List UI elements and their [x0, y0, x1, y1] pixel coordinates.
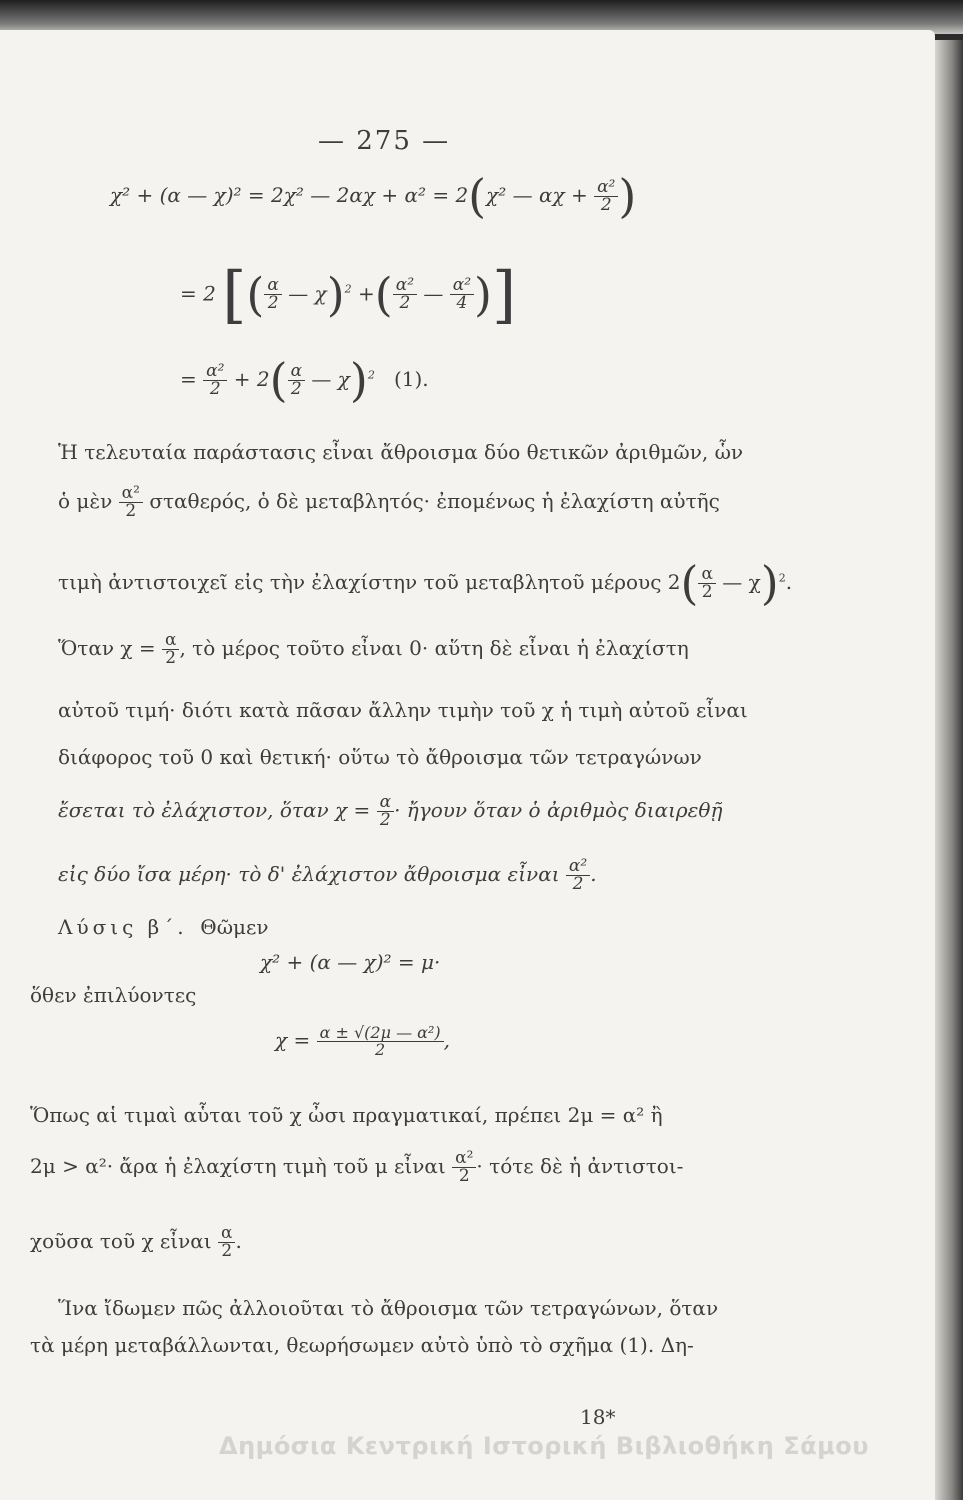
p1-line-3: τιμὴ ἀντιστοιχεῖ εἰς τὴν ἐλαχίστην τοῦ μεταβλητοῦ μέρους 2( $\frac{\alpha}{2}$ — χ)$^2$. [58, 556, 793, 610]
p1-line-3-fraction: $\frac{\alpha}{2}$ [698, 566, 715, 601]
p3-line-2: 2μ > α²· ἄρα ἡ ἐλαχίστη τιμὴ τοῦ μ εἶναι $\frac{\text{α²}}{2}$ · τότε δὲ ἡ ἀντιστοι- [30, 1148, 684, 1186]
p3-fraction-2: $\frac{\alpha}{2}$ [218, 1225, 235, 1260]
p1-fraction: $\frac{\text{α²}}{2}$ [119, 485, 143, 520]
p3-fraction-1: $\frac{\text{α²}}{2}$ [452, 1150, 476, 1185]
eq2-fraction-1: $\frac{\alpha}{2}$ [264, 277, 281, 312]
book-page [0, 30, 935, 1500]
lysis-heading-line [58, 917, 269, 937]
p2-line-1: Ὅταν χ = $\frac{\alpha}{2}$ , τὸ μέρος τοῦτο εἶναι 0· αὕτη δὲ εἶναι ἡ ἐλαχίστη [58, 630, 689, 668]
eq2-minus-x: — χ [288, 281, 327, 306]
p2-fraction-1: $\frac{\alpha}{2}$ [162, 632, 179, 667]
lysis-heading: Λύσις β΄. [58, 915, 188, 939]
eq3-fraction-1: $\frac{\text{α²}}{2}$ [203, 363, 227, 398]
lysis-solution: χ = $\frac{\text{α ± √(2μ — α²)}}{2}$ , [275, 1023, 450, 1059]
eq1-fraction: $\frac{\text{α²}}{2}$ [594, 179, 618, 214]
signature-mark: 18* [580, 1405, 616, 1429]
equation-line-2: = 2 [( $\frac{\alpha}{2}$ — χ)$^2$ +( $\frac{\text{α²}}{2}$ — $\frac{\text{α²}}{4}$ )] [180, 258, 517, 331]
p4-line-2: τὰ μέρη μεταβάλλωνται, θεωρήσωμεν αὐτὸ ὑπὸ τὸ σχῆμα (1). Δη- [30, 1333, 694, 1357]
page-number: — 275 — [318, 126, 451, 156]
equation-line-3: = $\frac{\text{α²}}{2}$ + 2( $\frac{\alpha}{2}$ — χ)$^2$ (1). [180, 353, 429, 407]
eq3-minus-x: — χ [311, 366, 350, 391]
top-shadow [0, 0, 963, 34]
eq2-fraction-2: $\frac{\text{α²}}{2}$ [393, 277, 417, 312]
eq1-inner: χ² — αχ + [486, 182, 588, 207]
eq3-label: (1). [393, 366, 429, 391]
equation-line-1: χ² + (α — χ)² = 2χ² — 2αχ + α² = 2(χ² — αχ + $\frac{\text{α²}}{2}$ ) [110, 169, 637, 223]
p3-line-1: Ὅπως αἱ τιμαὶ αὗται τοῦ χ ὦσι πραγματικαί, πρέπει 2μ = α² ἢ [30, 1103, 663, 1127]
library-watermark: Δημόσια Κεντρική Ιστορική Βιβλιοθήκη Σάμου [219, 1432, 869, 1460]
p2-line-4: ἔσεται τὸ ἐλάχιστον, ὅταν χ = $\frac{\alpha}{2}$ · ἤγουν ὅταν ὁ ἀριθμὸς διαιρεθῇ [58, 792, 723, 830]
p2-fraction-2: $\frac{\alpha}{2}$ [377, 794, 394, 829]
p1-line-1: Ἡ τελευταία παράστασις εἶναι ἄθροισμα δύο θετικῶν ἀριθμῶν, ὧν [58, 440, 744, 464]
p1-line-2: ὁ μὲν $\frac{\text{α²}}{2}$ σταθερός, ὁ δὲ μεταβλητός· ἐπομένως ἡ ἐλαχίστη αὐτῆς [58, 483, 720, 521]
p2-line-2: αὐτοῦ τιμή· διότι κατὰ πᾶσαν ἄλλην τιμὴν τοῦ χ ἡ τιμὴ αὐτοῦ εἶναι [58, 698, 748, 722]
eq1-left: χ² + (α — χ)² = 2χ² — 2αχ + α² = 2 [110, 182, 469, 207]
eq3-prefix: = [180, 366, 197, 391]
p4-line-1: Ἵνα ἴδωμεν πῶς ἀλλοιοῦται τὸ ἄθροισμα τῶν τετραγώνων, ὅταν [58, 1296, 719, 1320]
p2-line-5: εἰς δύο ἴσα μέρη· τὸ δ' ἐλάχιστον ἄθροισμα εἶναι $\frac{\text{α²}}{2}$ . [58, 856, 597, 894]
lysis-text: Θῶμεν [200, 915, 269, 939]
lysis-line-2: ὅθεν ἐπιλύοντες [30, 983, 197, 1007]
eq2-fraction-3: $\frac{\text{α²}}{4}$ [450, 277, 474, 312]
page-edge [935, 40, 963, 1500]
p2-fraction-3: $\frac{\text{α²}}{2}$ [566, 858, 590, 893]
p2-line-3: διάφορος τοῦ 0 καὶ θετική· οὕτω τὸ ἄθροισμα τῶν τετραγώνων [58, 745, 702, 769]
lysis-equation: χ² + (α — χ)² = μ· [260, 950, 441, 974]
p3-line-3: χοῦσα τοῦ χ εἶναι $\frac{\alpha}{2}$ . [30, 1223, 242, 1261]
lysis-solution-fraction: $\frac{\text{α ± √(2μ — α²)}}{2}$ [317, 1025, 444, 1058]
eq3-fraction-2: $\frac{\alpha}{2}$ [288, 363, 305, 398]
eq3-plus: + 2 [233, 366, 270, 391]
eq2-prefix: = 2 [180, 281, 216, 306]
